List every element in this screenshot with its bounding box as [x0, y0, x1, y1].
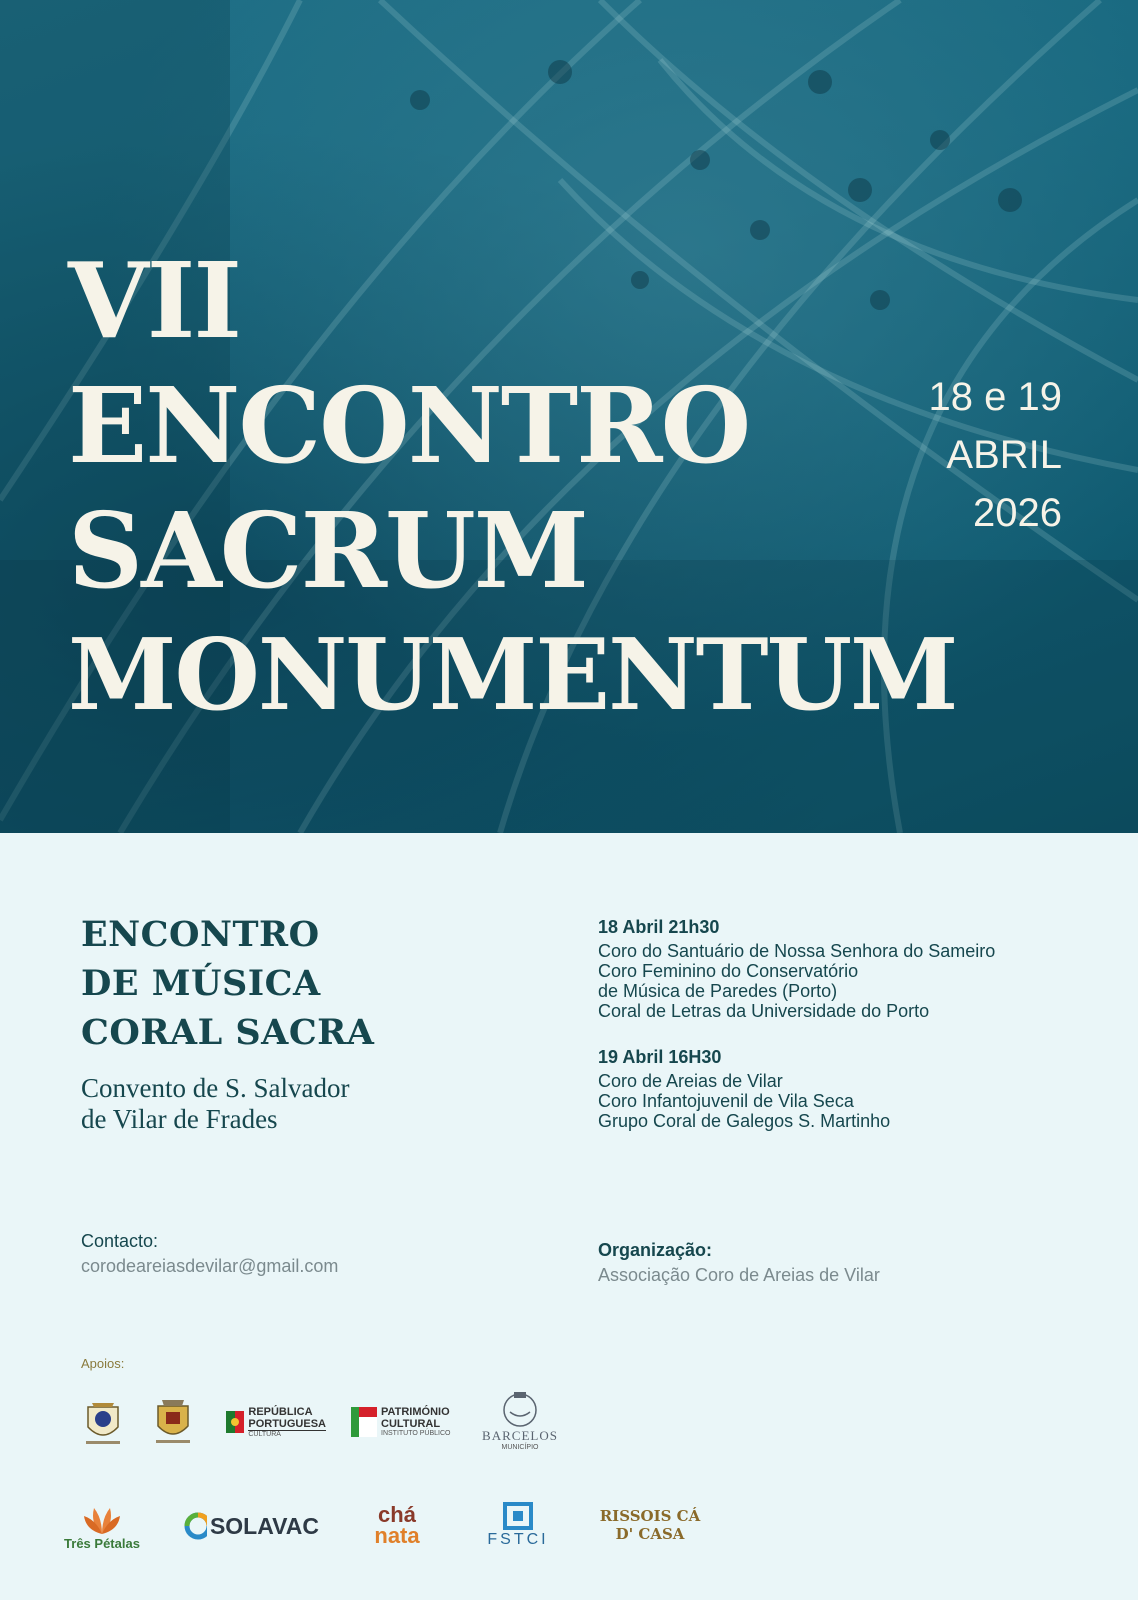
- cha-line-2: nata: [374, 1523, 420, 1548]
- title-line-3: SACRUM: [68, 489, 587, 612]
- patrimonio-line-1: PATRIMÓNIO: [381, 1405, 450, 1418]
- venue-line-2: de Vilar de Frades: [81, 1104, 278, 1134]
- crest-icon: [80, 1397, 126, 1447]
- list-item: Grupo Coral de Galegos S. Martinho: [598, 1111, 891, 1131]
- event-title: [68, 238, 957, 738]
- contact-label: Contacto:: [81, 1231, 159, 1251]
- organization-name: Associação Coro de Areias de Vilar: [598, 1265, 880, 1285]
- republica-portuguesa-logo: [226, 1403, 326, 1441]
- barcelos-crest-icon: [500, 1388, 540, 1428]
- fstci-logo: [478, 1496, 558, 1554]
- rissois-line-2: D' CASA: [615, 1525, 685, 1543]
- republica-sub: CULTURA: [248, 1431, 281, 1438]
- date-month: ABRIL: [946, 433, 1062, 477]
- organization-block: [598, 1240, 880, 1286]
- solavac-text: SOLAVAC: [209, 1512, 319, 1539]
- portugal-flag-icon: [226, 1409, 244, 1435]
- barcelos-logo: [481, 1386, 559, 1452]
- rissois-line-1: RISSOIS CÁ: [599, 1507, 701, 1525]
- solavac-logo: [183, 1510, 319, 1542]
- date-year: 2026: [973, 491, 1062, 535]
- list-item: Coro Feminino do Conservatório: [598, 961, 859, 981]
- tres-petalas-text: Três Pétalas: [64, 1535, 140, 1551]
- venue: [81, 1073, 374, 1135]
- heading-line-2: DE MÚSICA: [81, 963, 321, 1004]
- apoios-label: Apoios:: [81, 1356, 125, 1371]
- patrimonio-cultural-logo: [351, 1402, 451, 1440]
- title-line-2: ENCONTRO: [68, 364, 750, 487]
- organization-label: Organização:: [598, 1240, 713, 1260]
- patrimonio-flag-icon: [351, 1403, 377, 1439]
- patrimonio-sub: INSTITUTO PÚBLICO: [381, 1429, 451, 1437]
- event-date: [929, 368, 1062, 542]
- contact-email[interactable]: corodeareiasdevilar@gmail.com: [81, 1256, 339, 1276]
- patrimonio-line-2: CULTURAL: [381, 1417, 441, 1430]
- program-day-2: [598, 1047, 995, 1131]
- republica-line-2: PORTUGUESA: [248, 1418, 326, 1430]
- fstci-text: FSTCI: [487, 1531, 549, 1548]
- petals-icon: [82, 1504, 122, 1536]
- barcelos-text: BARCELOS: [482, 1427, 558, 1443]
- program: [598, 917, 995, 1157]
- solavac-ring-icon: [183, 1511, 207, 1541]
- program-day-label: 19 Abril 16H30: [598, 1047, 722, 1067]
- venue-line-1: Convento de S. Salvador: [81, 1073, 350, 1103]
- cha-nata-logo: [361, 1502, 433, 1550]
- cha-line-1: chá: [378, 1502, 416, 1527]
- fstci-square-icon: [502, 1501, 534, 1531]
- event-heading: [81, 910, 374, 1057]
- heading-line-3: CORAL SACRA: [81, 1012, 375, 1053]
- republica-line-1: REPÚBLICA: [248, 1406, 313, 1418]
- list-item: de Música de Paredes (Porto): [598, 981, 838, 1001]
- rissois-logo: [595, 1505, 705, 1545]
- event-info: [81, 910, 374, 1135]
- parish-crest-logo-1: [80, 1397, 126, 1447]
- barcelos-sub: MUNICÍPIO: [501, 1443, 539, 1451]
- program-day-1: [598, 917, 995, 1021]
- list-item: Coro Infantojuvenil de Vila Seca: [598, 1091, 854, 1111]
- heading-line-1: ENCONTRO: [81, 914, 320, 955]
- parish-crest-logo-2: [150, 1394, 196, 1446]
- tres-petalas-logo: [64, 1496, 140, 1558]
- list-item: Coro de Areias de Vilar: [598, 1071, 783, 1091]
- program-day-label: 18 Abril 21h30: [598, 917, 720, 937]
- list-item: Coral de Letras da Universidade do Porto: [598, 1001, 930, 1021]
- contact-block: [81, 1231, 338, 1277]
- date-days: 18 e 19: [928, 375, 1062, 419]
- title-line-1: VII: [68, 239, 240, 362]
- crest-icon: [150, 1394, 196, 1446]
- title-line-4: MONUMENTUM: [68, 618, 957, 733]
- list-item: Coro do Santuário de Nossa Senhora do Sameiro: [598, 941, 996, 961]
